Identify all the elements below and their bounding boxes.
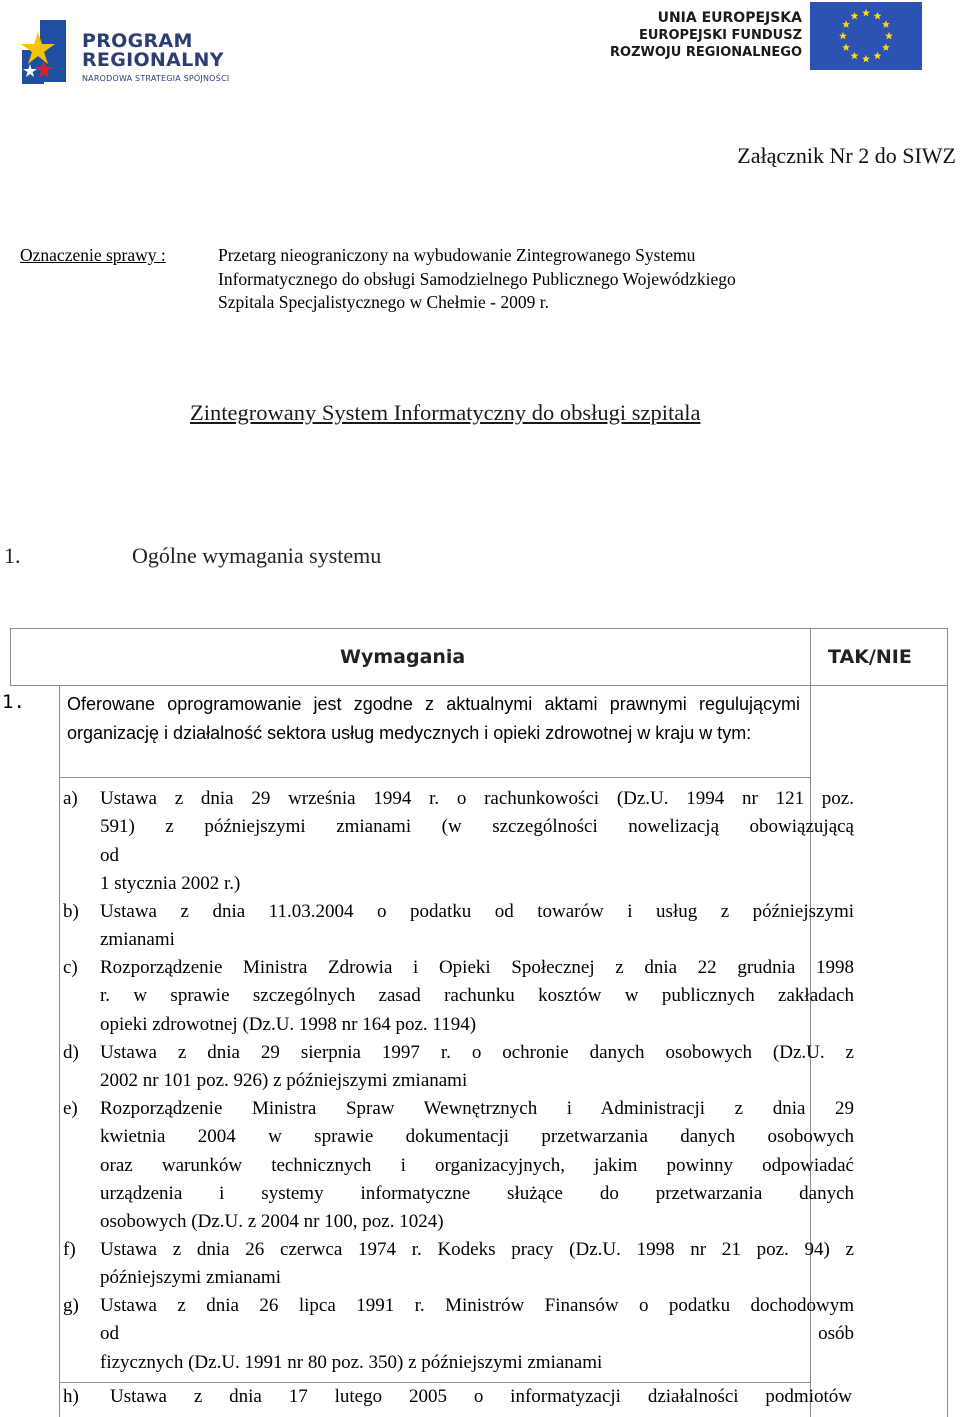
list-marker: c) [63,957,78,978]
list-line: 2002 nr 101 poz. 926) z późniejszymi zmianami [100,1070,468,1092]
list-line: od [100,844,119,866]
requirement-intro: Oferowane oprogramowanie jest zgodne z aktualnymi aktami prawnymi regulującymi organizację i działalność sektora usług medycznych i opieki zdrowotnej w kraju w tym: [67,694,800,743]
list-line: opieki zdrowotnej (Dz.U. 1998 nr 164 poz. 1194) [100,1013,477,1035]
list-line: Ustawa z dnia 29 września 1994 r. o rachunkowości (Dz.U. 1994 nr 121 poz. [100,788,854,809]
case-line: Przetarg nieograniczony na wybudowanie Zintegrowanego Systemu [218,245,696,265]
eu-star-icon [851,12,859,20]
list-line: Ustawa z dnia 11.03.2004 o podatku od towarów i usług z późniejszymi [100,901,854,922]
case-label: Oznaczenie sprawy : [20,245,166,265]
eu-star-icon [851,52,859,60]
list-line: od osób [100,1323,854,1345]
program-regionalny-logo [18,12,248,92]
table-border [10,628,948,629]
requirements-table [2,628,958,1417]
program-logo-line1: PROGRAM [82,30,193,52]
header-tak-nie: TAK/NIE [828,646,912,668]
eu-star-icon [842,43,850,51]
eu-flag-icon [810,2,922,70]
eu-star-icon [862,9,870,17]
table-border [10,628,11,685]
eu-star-icon [862,55,870,63]
program-logo-subtitle: NARODOWA STRATEGIA SPÓJNOŚCI [82,74,230,83]
table-border [59,777,811,778]
list-line: r. w sprawie szczególnych zasad rachunku kosztów w publicznych zakładach [100,985,854,1007]
list-marker: b) [63,901,79,922]
list-marker: h) [63,1386,79,1407]
program-logo-star-icon [18,12,78,92]
case-description [218,244,918,315]
eu-logo-text [606,10,802,61]
list-marker: d) [63,1042,79,1063]
list-marker: e) [63,1098,78,1119]
eu-star-icon [874,12,882,20]
table-border [947,628,948,1417]
header-requirements: Wymagania [340,646,466,668]
table-border [59,685,60,1417]
list-line: Rozporządzenie Ministra Zdrowia i Opieki Społecznej z dnia 22 grudnia 1998 [100,957,854,978]
eu-star-icon [882,20,890,28]
list-line: Ustawa z dnia 17 lutego 2005 o informatyzacji działalności podmiotów [110,1386,852,1407]
section-heading [4,543,381,569]
list-line: zmianami [100,929,175,951]
list-line: Rozporządzenie Ministra Spraw Wewnętrznych i Administracji z dnia 29 [100,1098,854,1119]
eu-star-icon [882,43,890,51]
table-border [10,685,948,686]
program-logo-line2: REGIONALNY [82,49,224,71]
list-line: Ustawa z dnia 29 sierpnia 1997 r. o ochronie danych osobowych (Dz.U. z [100,1042,854,1063]
list-line: osobowych (Dz.U. z 2004 nr 100, poz. 1024) [100,1211,444,1233]
eu-star-icon [885,32,893,40]
list-marker: f) [63,1239,76,1260]
eu-star-icon [842,20,850,28]
list-marker: a) [63,788,78,809]
system-title: Zintegrowany System Informatyczny do obsługi szpitala [190,400,701,425]
attachment-title: Załącznik Nr 2 do SIWZ [737,143,956,168]
list-line: późniejszymi zmianami [100,1267,281,1289]
list-line: 591) z późniejszymi zmianami (w szczególności nowelizacją obowiązującą [100,816,854,838]
list-line: kwietnia 2004 w sprawie dokumentacji przetwarzania danych osobowych [100,1126,854,1148]
eu-logo-line3: ROZWOJU REGIONALNEGO [610,45,802,60]
list-line: urządzenia i systemy informatyczne służące do przetwarzania danych [100,1182,854,1204]
list-line: fizycznych (Dz.U. 1991 nr 80 poz. 350) z późniejszymi zmianami [100,1351,603,1373]
section-title: Ogólne wymagania systemu [132,543,382,568]
list-line: Ustawa z dnia 26 czerwca 1974 r. Kodeks pracy (Dz.U. 1998 nr 21 poz. 94) z [100,1239,854,1260]
list-line: Ustawa z dnia 26 lipca 1991 r. Ministrów Finansów o podatku dochodowym [100,1295,854,1316]
eu-logo-line2: EUROPEJSKI FUNDUSZ [639,28,802,43]
row-number: 1. [2,691,25,713]
list-marker: g) [63,1295,79,1316]
case-line: Szpitala Specjalistycznego w Chełmie - 2009 r. [218,292,549,312]
eu-logo-line1: UNIA EUROPEJSKA [657,10,802,26]
list-line: oraz warunków technicznych i organizacyjnych, jakim powinny odpowiadać [100,1154,854,1176]
case-line: Informatycznego do obsługi Samodzielnego Publicznego Wojewódzkiego [218,268,736,289]
list-line: 1 stycznia 2002 r.) [100,872,241,894]
eu-star-icon [839,32,847,40]
section-number: 1. [4,543,21,568]
eu-star-icon [874,52,882,60]
eu-stars [810,2,922,70]
